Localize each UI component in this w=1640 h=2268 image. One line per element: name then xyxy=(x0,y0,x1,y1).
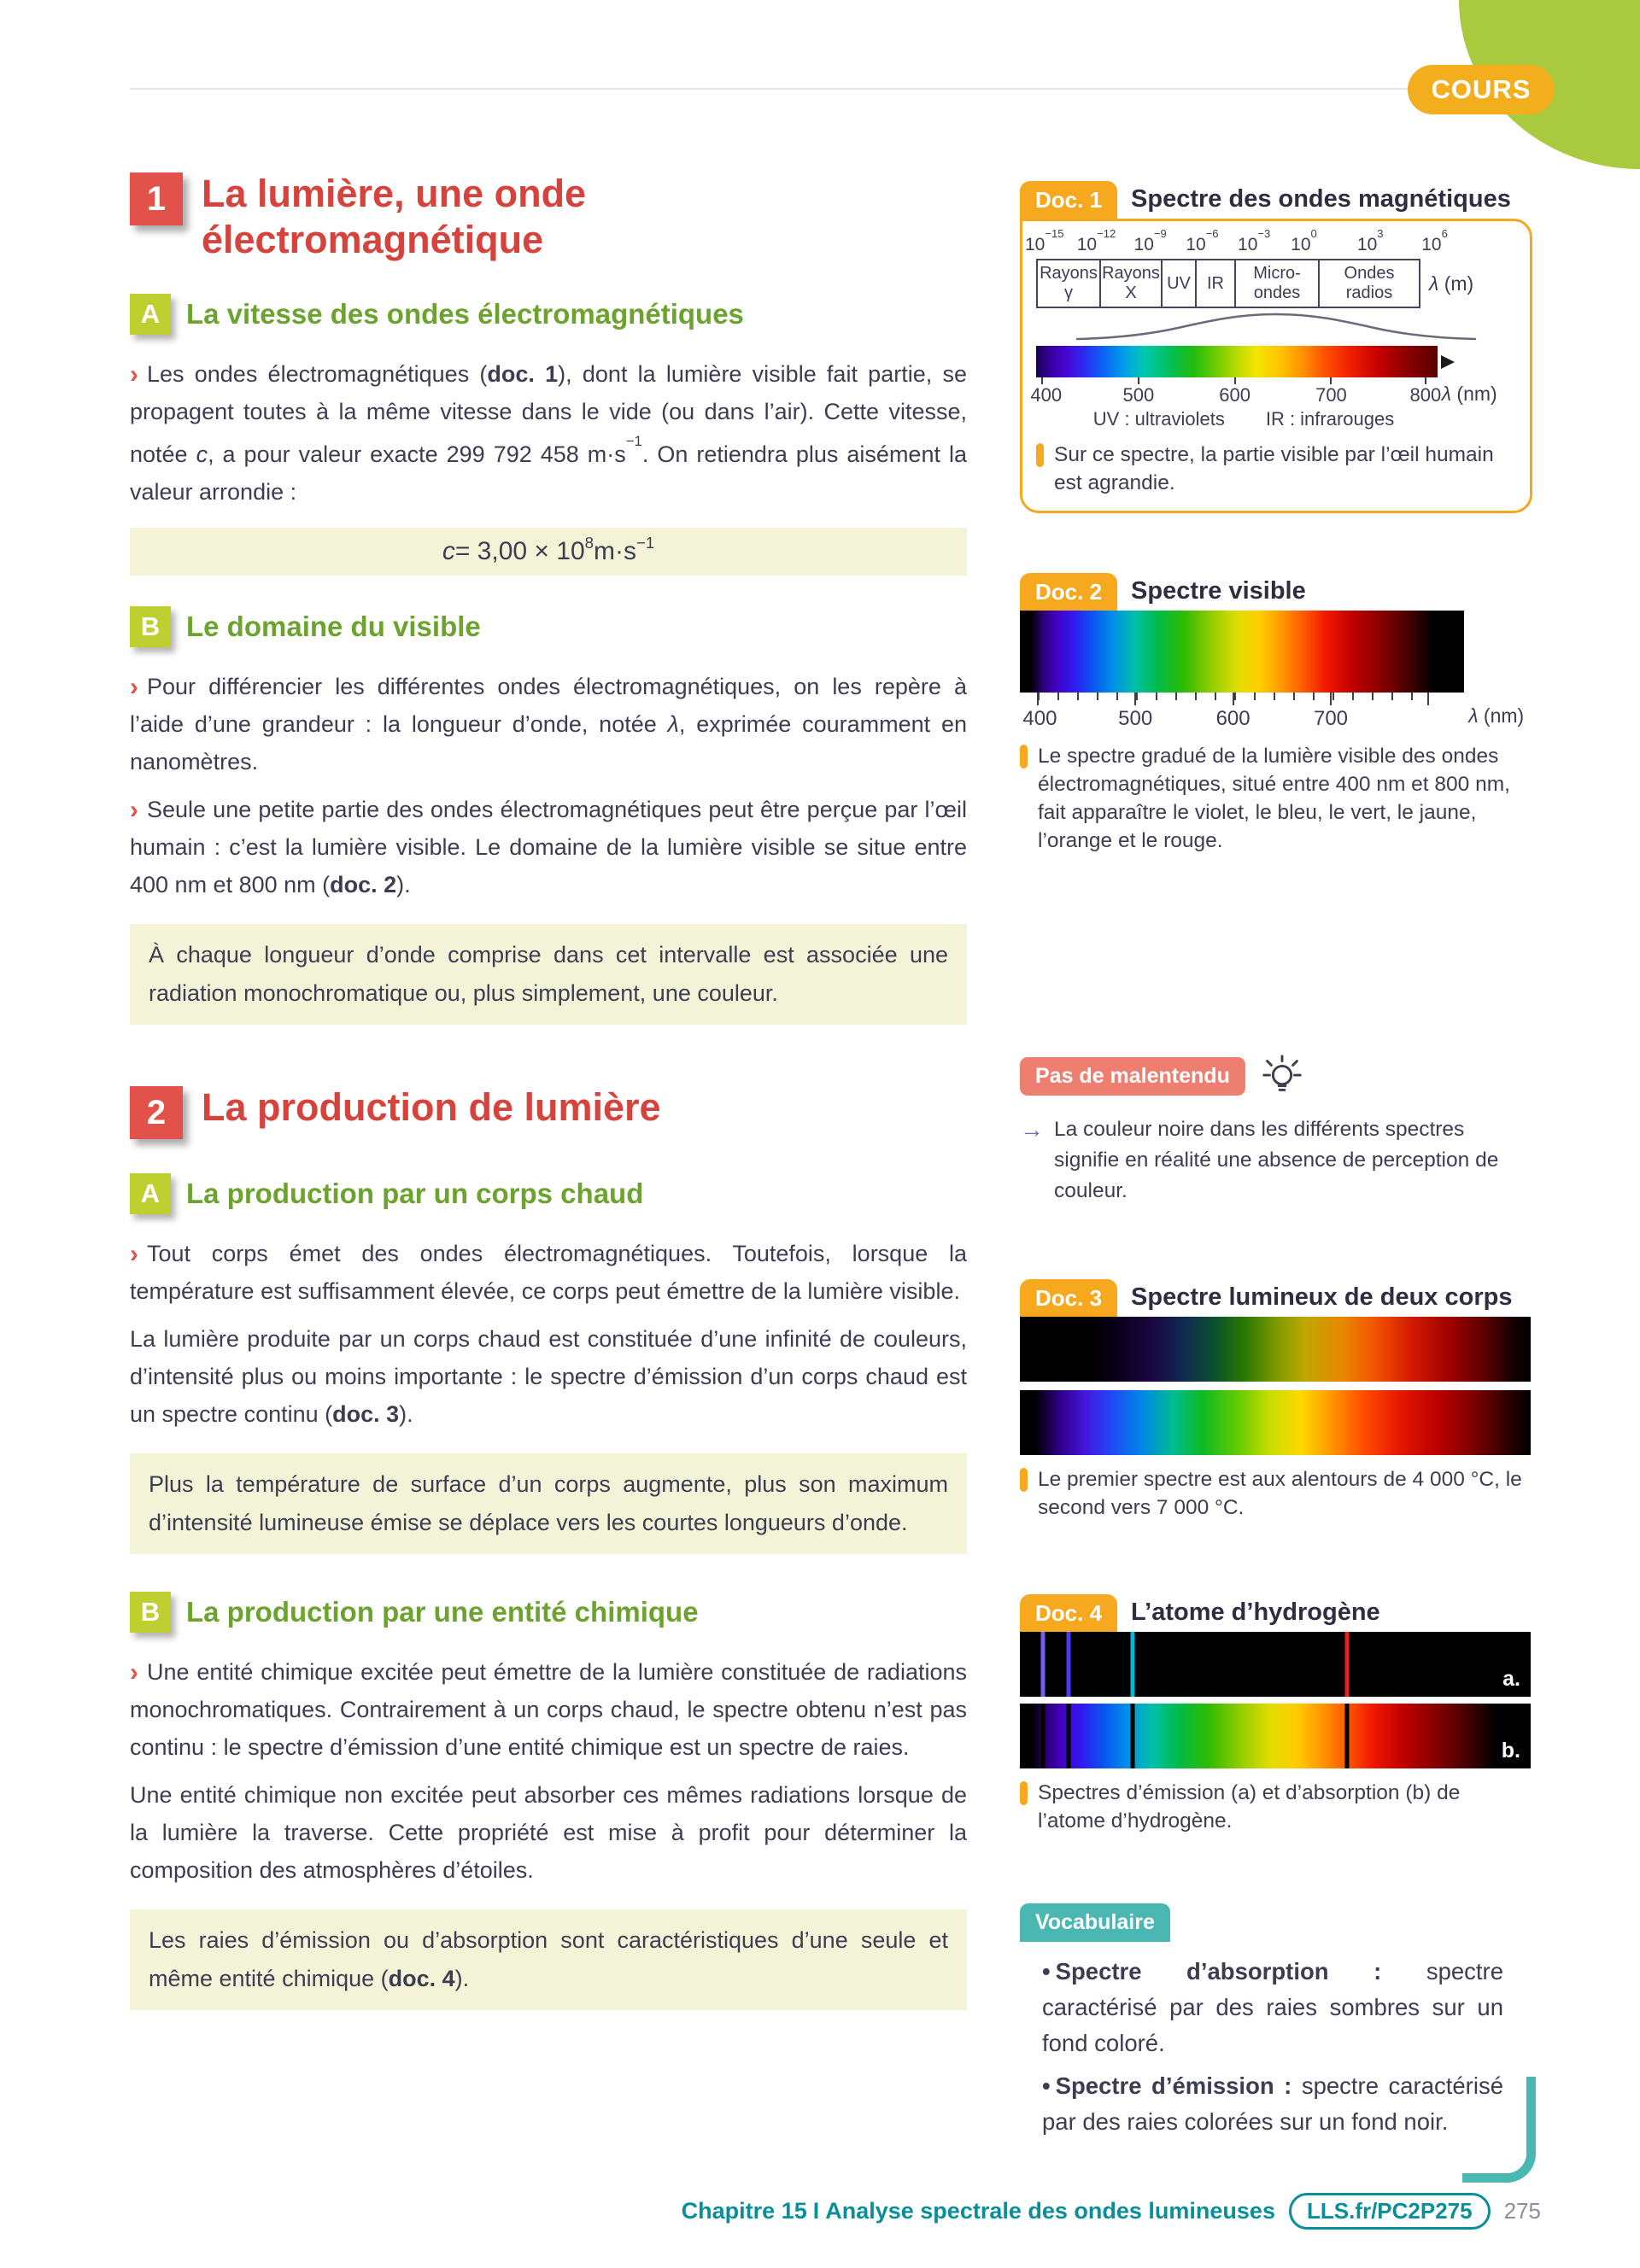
paragraph-chemical-entity xyxy=(130,1653,967,1766)
caption-text: Spectres d’émission (a) et d’absorption (b) de l’atome d’hydrogène. xyxy=(1038,1781,1461,1833)
exponent: 8 xyxy=(584,533,594,552)
vocab-item-absorption xyxy=(1042,1954,1503,2061)
paragraph-text: ). xyxy=(396,872,411,897)
axis-arrow xyxy=(1441,355,1455,369)
band-micro: Micro- ondes xyxy=(1234,259,1320,308)
doc-4-title: L’atome d’hydrogène xyxy=(1131,1599,1380,1626)
lls-reference-link[interactable]: LLS.fr/PC2P275 xyxy=(1289,2193,1491,2230)
speed-of-light-formula xyxy=(130,528,967,576)
formula-text: = 3,00 × 10 xyxy=(454,537,585,565)
caption-text: Sur ce spectre, la partie visible par l’œil humain est agrandie. xyxy=(1054,443,1494,494)
page-number: 275 xyxy=(1503,2198,1541,2224)
vocabulary-box xyxy=(1020,1903,1532,2169)
zoom-brace xyxy=(1069,312,1484,341)
doc-3 xyxy=(1020,1279,1532,1522)
subsection-2b-letter: B xyxy=(130,1592,171,1633)
symbol-c: c xyxy=(196,441,208,467)
band-radio: Ondes radios xyxy=(1318,259,1420,308)
paragraph-wavelength xyxy=(130,668,967,780)
section-2-header xyxy=(130,1084,967,1139)
warning-text-row xyxy=(1020,1114,1532,1207)
page-footer xyxy=(0,2193,1640,2230)
doc-4-tab: Doc. 4 xyxy=(1020,1594,1117,1632)
paragraph-text: La lumière produite par un corps chaud est constituée d’une infinité de couleurs, d’intensité plus ou moins importante : le spectre d’émission d’un corps chaud est un spectre continu ( xyxy=(130,1326,967,1427)
subsection-1b-letter: B xyxy=(130,606,171,647)
doc-1-header xyxy=(1020,181,1532,219)
doc-2-caption xyxy=(1020,742,1532,855)
doc-4-caption xyxy=(1020,1779,1532,1835)
doc-2-header xyxy=(1020,573,1532,611)
subsection-1a-title: La vitesse des ondes électromagnétiques xyxy=(186,298,744,330)
em-bands xyxy=(1036,259,1420,308)
chapter-name: Analyse spectrale des ondes lumineuses xyxy=(825,2198,1275,2224)
symbol-c: c xyxy=(442,537,455,565)
subsection-2a-title: La production par un corps chaud xyxy=(186,1178,644,1209)
spectrum-4000C xyxy=(1020,1317,1531,1382)
subsection-2b-header xyxy=(130,1592,967,1633)
doc-2-axis: 400 500 600 700 λ (nm) xyxy=(1020,693,1464,732)
label-b: b. xyxy=(1501,1739,1520,1762)
cours-badge: COURS xyxy=(1408,65,1555,114)
warning-box xyxy=(1020,1051,1532,1207)
exponent: −1 xyxy=(636,533,655,552)
paragraph-continuous-spectrum xyxy=(130,1320,967,1433)
note-text: ). xyxy=(454,1966,470,1991)
vocab-definition: spectre caractérisé par des raies sombres sur un fond coloré. xyxy=(1042,1958,1503,2056)
band-uv: UV xyxy=(1161,259,1197,308)
doc-2 xyxy=(1020,573,1532,855)
paragraph-text: Pour différencier les différentes ondes électromagnétiques, on les repère à l’aide d’une grandeur : la longueur d’onde, notée xyxy=(130,674,967,737)
doc-3-header xyxy=(1020,1279,1532,1317)
chevron-bullet: › xyxy=(130,673,138,701)
doc-1-frame xyxy=(1020,219,1532,513)
doc-ref: doc. 1 xyxy=(487,361,559,387)
subsection-1a-header xyxy=(130,294,967,335)
caption-marker xyxy=(1020,1781,1028,1805)
em-scale-ticks: $10^{-15}$ $10^{-12}$ $10^{-9}$ $10^{-6}$ $10^{-3}$ $10^0$ $10^3$ $10^6$ xyxy=(1024,226,1448,254)
chevron-bullet: › xyxy=(130,796,138,824)
caption-marker xyxy=(1036,443,1044,467)
subsection-1b-header xyxy=(130,606,967,647)
vocab-item-emission xyxy=(1042,2068,1503,2140)
highlight-note-temperature: Plus la température de surface d’un corps augmente, plus son maximum d’intensité lumineuse émise se déplace vers les courtes longueurs d’onde. xyxy=(130,1453,967,1554)
legend-uv: UV : ultraviolets xyxy=(1092,408,1225,430)
chapter-number: Chapitre 15 xyxy=(681,2198,807,2224)
vocabulary-list xyxy=(1020,1942,1532,2169)
doc-2-title: Spectre visible xyxy=(1131,577,1306,605)
paragraph-em-waves xyxy=(130,355,967,511)
section-2-title: La production de lumière xyxy=(202,1085,661,1129)
doc-3-title: Spectre lumineux de deux corps xyxy=(1131,1283,1513,1311)
section-1-number: 1 xyxy=(130,172,183,225)
chapter-title xyxy=(682,2198,1275,2224)
paragraph-hot-body xyxy=(130,1235,967,1310)
documents-column xyxy=(1020,0,1532,2169)
nm-axis: 400 500 600 700 800 λ (nm) xyxy=(1036,377,1438,406)
doc-2-tab: Doc. 2 xyxy=(1020,573,1117,611)
section-2-number: 2 xyxy=(130,1086,183,1139)
chevron-bullet: › xyxy=(130,360,138,389)
axis-label-nm: λ (nm) xyxy=(1441,383,1497,405)
bullet: • xyxy=(1042,2072,1051,2099)
vocab-term: Spectre d’émission : xyxy=(1055,2072,1292,2099)
paragraph-text: Tout corps émet des ondes électromagnétiques. Toutefois, lorsque la température est suffisamment élevée, ce corps peut émettre de la lumière visible. xyxy=(130,1241,967,1304)
doc-1-title: Spectre des ondes magnétiques xyxy=(1131,185,1511,213)
doc-ref: doc. 3 xyxy=(332,1401,400,1427)
lightbulb-icon xyxy=(1257,1051,1307,1101)
spectrum-7000C xyxy=(1020,1390,1531,1455)
vocab-definition: spectre caractérisé par des raies colorées sur un fond noir. xyxy=(1042,2072,1503,2135)
doc-1-caption xyxy=(1036,441,1516,497)
exponent: −1 xyxy=(625,432,642,449)
bullet: • xyxy=(1042,1958,1051,1984)
chevron-bullet: › xyxy=(130,1240,138,1268)
highlight-note-lines xyxy=(130,1909,967,2010)
doc-3-caption xyxy=(1020,1465,1532,1522)
hydrogen-absorption-spectrum xyxy=(1020,1704,1531,1768)
subsection-1b-title: Le domaine du visible xyxy=(186,611,481,642)
hydrogen-emission-spectrum xyxy=(1020,1632,1531,1697)
vocabulary-badge: Vocabulaire xyxy=(1020,1903,1170,1942)
section-1-title: La lumière, une onde électromagnétique xyxy=(202,172,587,261)
caption-text: Le spectre gradué de la lumière visible des ondes électromagnétiques, situé entre 400 nm et 800 nm, fait apparaître le violet, le bleu, le vert, le jaune, l’orange et le rouge. xyxy=(1038,745,1510,852)
axis-label-m: λ (m) xyxy=(1429,272,1474,295)
paragraph-text: Une entité chimique excitée peut émettre de la lumière constituée de radiations monochromatiques. Contrairement à un corps chaud, le spectre obtenu n’est pas continu : le spectre d’émission d’une entité chimique est un spectre de raies. xyxy=(130,1659,967,1760)
paragraph-text: Une entité chimique non excitée peut absorber ces mêmes radiations lorsque de la lumière la traverse. Cette propriété est mise à profit pour déterminer la composition des atmosphères d’étoiles. xyxy=(130,1782,967,1883)
doc-4-header xyxy=(1020,1594,1532,1632)
warning-text: La couleur noire dans les différents spectres signifie en réalité une absence de perception de couleur. xyxy=(1054,1118,1499,1202)
paragraph-text: Seule une petite partie des ondes électromagnétiques peut être perçue par l’œil humain : c’est la lumière visible. Le domaine de la lumière visible se situe entre 400 nm et 800 nm ( xyxy=(130,797,967,897)
doc-ref: doc. 4 xyxy=(388,1966,455,1991)
band-ir: IR xyxy=(1195,259,1236,308)
paragraph-text: ), dont la lumière visible fait partie, se propagent toutes à la même vitesse dans le vide (ou dans l’air). Cette vitesse, notée xyxy=(130,361,967,467)
doc-ref: doc. 2 xyxy=(330,872,397,897)
legend-ir: IR : infrarouges xyxy=(1265,408,1395,430)
chevron-bullet: › xyxy=(130,1658,138,1686)
band-x: Rayons X xyxy=(1099,259,1163,308)
uv-ir-legend xyxy=(1036,408,1451,430)
subsection-2a-header xyxy=(130,1173,967,1214)
main-text-column xyxy=(130,0,967,2010)
paragraph-visible-domain xyxy=(130,791,967,903)
paragraph-text: Les ondes électromagnétiques ( xyxy=(147,361,488,387)
doc-1-tab: Doc. 1 xyxy=(1020,181,1117,219)
teal-corner-decoration xyxy=(1462,2077,1536,2183)
formula-text: m·s xyxy=(593,537,636,565)
paragraph-text: . On retiendra plus aisément la valeur arrondie : xyxy=(130,441,967,505)
subsection-1a-letter: A xyxy=(130,294,171,335)
doc-3-tab: Doc. 3 xyxy=(1020,1279,1117,1317)
arrow-icon: → xyxy=(1020,1116,1044,1143)
caption-marker xyxy=(1020,745,1028,769)
doc-4 xyxy=(1020,1594,1532,1835)
paragraph-text: , exprimée couramment en nanomètres. xyxy=(130,711,967,775)
separator: I xyxy=(812,2198,820,2224)
doc-1 xyxy=(1020,181,1532,513)
paragraph-text: , a pour valeur exacte 299 792 458 m·s xyxy=(208,441,626,467)
section-1-header xyxy=(130,171,967,263)
warning-header xyxy=(1020,1051,1532,1101)
axis-label-nm: λ (nm) xyxy=(1468,704,1525,727)
warning-badge: Pas de malentendu xyxy=(1020,1057,1245,1096)
subsection-2b-title: La production par une entité chimique xyxy=(186,1596,699,1628)
label-a: a. xyxy=(1502,1667,1520,1691)
note-text: Les raies d’émission ou d’absorption sont caractéristiques d’une seule et même entité chimique ( xyxy=(149,1927,948,1991)
visible-spectrum-bar xyxy=(1036,346,1438,377)
vocab-term: Spectre d’absorption : xyxy=(1055,1958,1382,1984)
em-bands-row xyxy=(1036,259,1516,308)
band-gamma: Rayons γ xyxy=(1036,259,1101,308)
visible-spectrum-zoom xyxy=(1030,346,1497,430)
symbol-lambda: λ xyxy=(667,711,679,737)
paragraph-absorption xyxy=(130,1776,967,1889)
visible-spectrum-graduated xyxy=(1020,611,1464,693)
paragraph-text: ). xyxy=(399,1401,413,1427)
caption-marker xyxy=(1020,1468,1028,1492)
caption-text: Le premier spectre est aux alentours de 4 000 °C, le second vers 7 000 °C. xyxy=(1038,1468,1522,1519)
highlight-note-monochromatic: À chaque longueur d’onde comprise dans cet intervalle est associée une radiation monochromatique ou, plus simplement, une couleur. xyxy=(130,924,967,1025)
subsection-2a-letter: A xyxy=(130,1173,171,1214)
